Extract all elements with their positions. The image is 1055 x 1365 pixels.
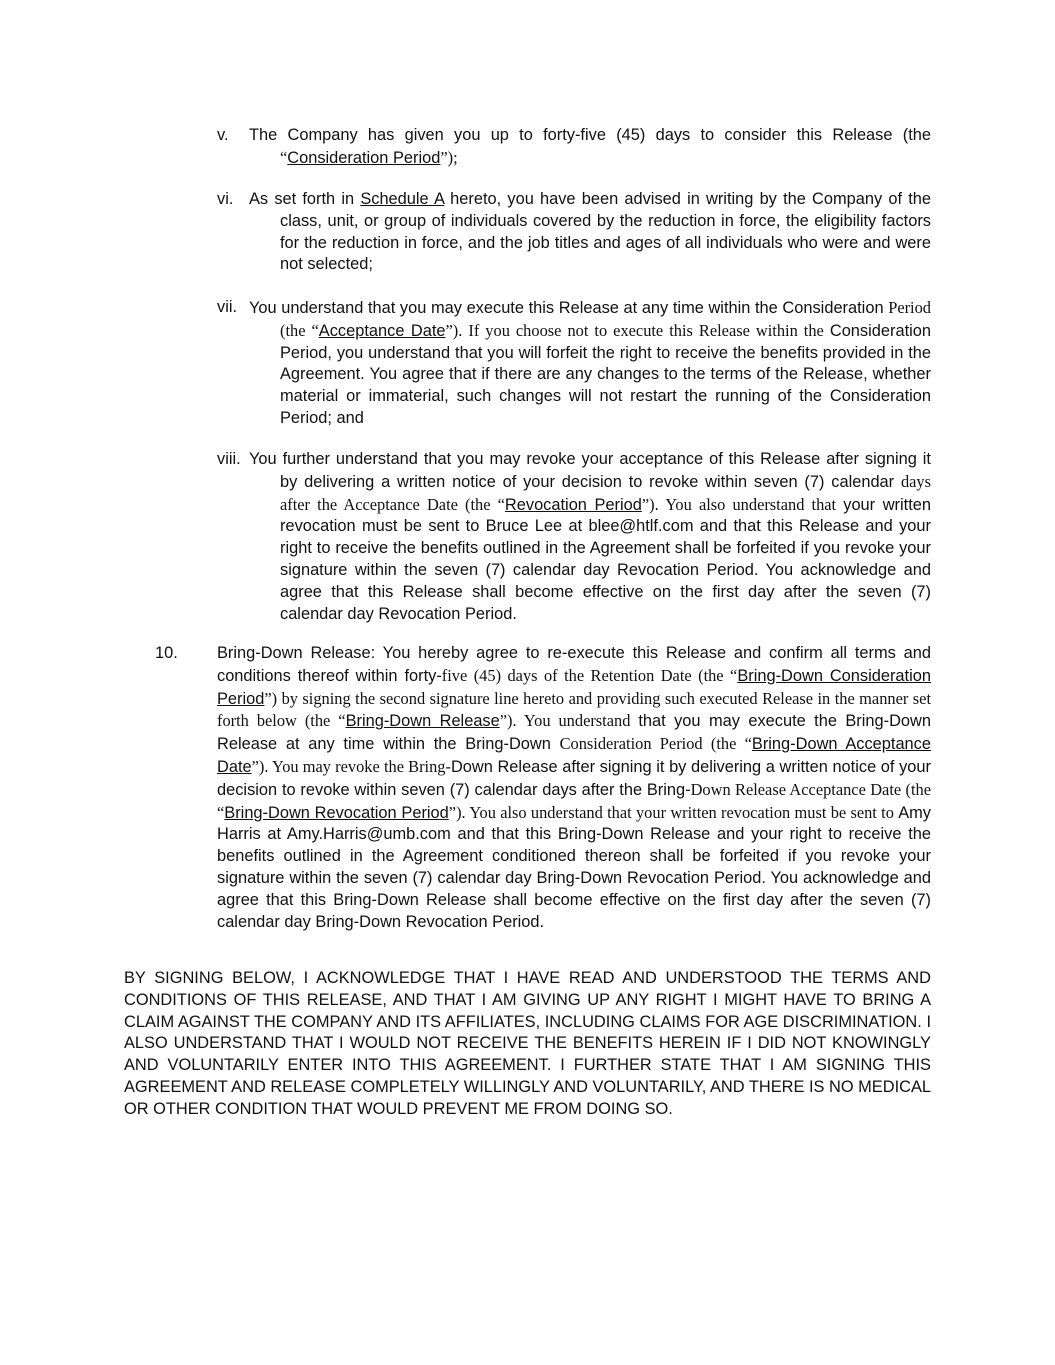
defined-term: Schedule A [360,190,444,208]
text-run: As set forth in [249,190,361,208]
item-number: v. [217,126,229,144]
text-run: days after the Acceptance Date (the “ [280,471,931,514]
text-run: Down Release Acceptance Date (the “ [217,779,931,822]
list-item-vii [217,297,931,430]
text-run: Period (the “ [280,298,931,340]
item-text [249,125,931,170]
acknowledgment-paragraph: BY SIGNING BELOW, I ACKNOWLEDGE THAT I HAVE READ AND UNDERSTOOD THE TERMS AND CONDITIONS OF THIS RELEASE, AND THAT I AM GIVING UP ANY RIGHT I MIGHT HAVE TO BRING A CLAIM AGAINST THE COMPANY AND ITS AFFILIATES, INCLUDING CLAIMS FOR AGE DISCRIMINATION. I ALSO UNDERSTAND THAT I WOULD NOT RECEIVE THE BENEFITS HEREIN IF I DID NOT KNOWINGLY AND VOLUNTARILY ENTER INTO THIS AGREEMENT. I FURTHER STATE THAT I AM SIGNING THIS AGREEMENT AND RELEASE COMPLETELY WILLINGLY AND VOLUNTARILY, AND THERE IS NO MEDICAL OR OTHER CONDITION THAT WOULD PREVENT ME FROM DOING SO. [124,969,932,1118]
text-run: The Company has given you up to forty-five (45) days to consider this Release (the [249,126,931,144]
section-number: 10. [155,644,178,662]
item-text [249,449,931,625]
text-run: ”). You may revoke the Bring- [251,756,451,776]
defined-term: Consideration Period [287,148,441,167]
defined-term: Revocation Period [504,495,642,514]
text-run: ”). You also understand that [641,494,844,514]
text-run: five (45) days of the Retention Date (the “ [441,665,738,685]
text-run: ”). You also understand that your written revocation must be sent to [448,802,899,822]
list-item-v [217,125,931,170]
text-run: Amy Harris at Amy.Harris@umb.com and that this Bring-Down Release and your right to receive the benefits outlined in the Agreement conditioned thereon shall be forfeited if you revoke your signature within the seven (7) calendar day Bring-Down Revocation Period. You acknowledge and agree that this Bring-Down Release shall become effective on the first day after the seven (7) calendar day Bring-Down Revocation Period. [217,803,931,931]
item-number: vi. [217,190,234,208]
text-run: You understand that you may execute this Release at any time within the Consideration [249,299,889,317]
text-run: Consideration Period (the “ [559,734,752,754]
item-text [249,189,931,276]
text-run: ”) by signing the second signature line hereto and providing such executed Release in the manner set forth below (the “ [217,688,931,731]
list-item-vi [217,189,932,276]
text-run: your written revocation must be sent to Bruce Lee at blee@htlf.com and that this Release and your right to receive the benefits outlined in the Agreement shall be forfeited if you revoke your signature within the seven (7) calendar day Revocation Period. You acknowledge and agree that this Release shall become effective on the first day after the seven (7) calendar day Revocation Period. [280,495,931,623]
text-run: Bring-Down Release: You hereby agree to re-execute this Release and confirm all terms and conditions thereof within forty- [217,644,931,685]
defined-term: Bring-Down Revocation Period [224,803,449,822]
text-run: You further understand that you may revoke your acceptance of this Release after signing it by delivering a written notice of your decision to revoke within seven (7) calendar [249,450,931,491]
text-run: ”). You understand [499,711,639,731]
list-item-viii [217,449,931,625]
text-run: that you may execute the Bring-Down Release at any time within the Bring-Down [217,712,931,754]
defined-term: Acceptance Date [318,321,446,340]
text-run: Consideration Period, you understand that you will forfeit the right to receive the benefits provided in the Agreement. You agree that if there are any changes to the terms of the Release, whether material or immaterial, such changes will not restart the running of the Consideration Period; and [280,321,931,427]
section-text [217,643,931,933]
text-run: hereto, you have been advised in writing by the Company of the class, unit, or group of individuals covered by the reduction in force, the eligibility factors for the reduction in force, and the job titles and ages of all individuals who were and were not selected; [280,190,932,274]
defined-term: Bring-Down Release [345,712,500,731]
text-run: ”). If you choose not to execute this Release within the [445,320,830,340]
item-number: viii. [217,450,241,468]
text-run: Down Release after signing it by delivering a written notice of your decision to revoke within seven (7) calendar days after the Bring- [217,757,931,799]
item-number: vii. [217,298,238,316]
item-text [249,297,931,430]
text-run: “ [280,147,288,167]
text-run: ”); [440,147,458,167]
defined-term: Bring-Down Acceptance Date [217,735,931,776]
defined-term: Bring-Down Consideration Period [217,666,931,708]
section-10 [155,643,931,933]
